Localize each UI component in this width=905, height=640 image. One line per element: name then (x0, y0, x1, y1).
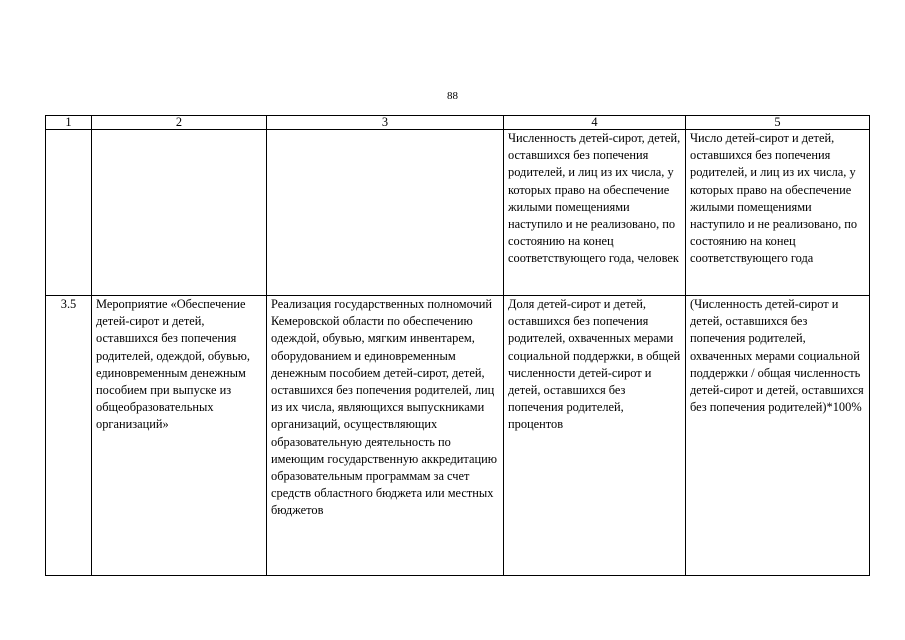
header-row (46, 116, 870, 130)
program-table (45, 115, 870, 576)
description-cell (267, 130, 504, 296)
indicator-cell: Доля детей-сирот и детей, оставшихся без попечения родителей, охваченных мерами социальной поддержки, в общей численности детей-сирот и детей, оставшихся без попечения родителей, процентов (504, 296, 686, 576)
header-col-2: 2 (92, 116, 267, 130)
indicator-cell: Численность детей-сирот, детей, оставшихся без попечения родителей, и лиц из их числа, у которых право на обеспечение жилыми помещениями наступило и не реализовано, по состоянию на конец соответствующего года, человек (504, 130, 686, 296)
row-number-cell: 3.5 (46, 296, 92, 576)
header-col-1: 1 (46, 116, 92, 130)
description-cell: Реализация государственных полномочий Кемеровской области по обеспечению одеждой, обувью, мягким инвентарем, оборудованием и единовременным денежным пособием детей-сирот, детей, оставшихся без попечения родителей, лиц из их числа, являющихся выпускниками организаций, осуществляющих образовательную деятельность по имеющим государственную аккредитацию образовательным программам за счет средств областного бюджета или местных бюджетов (267, 296, 504, 576)
formula-cell: Число детей-сирот и детей, оставшихся без попечения родителей, и лиц из их числа, у которых право на обеспечение жилыми помещениями наступило и не реализовано, по состоянию на конец соответствующего года (686, 130, 870, 296)
table-row (46, 130, 870, 296)
header-col-4: 4 (504, 116, 686, 130)
page-number: 88 (447, 90, 458, 102)
event-cell: Мероприятие «Обеспечение детей-сирот и детей, оставшихся без попечения родителей, одеждой, обувью, единовременным денежным пособием при выпуске из общеобразовательных организаций» (92, 296, 267, 576)
table-row (46, 296, 870, 576)
formula-cell: (Численность детей-сирот и детей, оставшихся без попечения родителей, охваченных мерами социальной поддержки / общая численность детей-сирот и детей, оставшихся без попечения родителей)*100% (686, 296, 870, 576)
header-col-3: 3 (267, 116, 504, 130)
row-number-cell (46, 130, 92, 296)
header-col-5: 5 (686, 116, 870, 130)
event-cell (92, 130, 267, 296)
